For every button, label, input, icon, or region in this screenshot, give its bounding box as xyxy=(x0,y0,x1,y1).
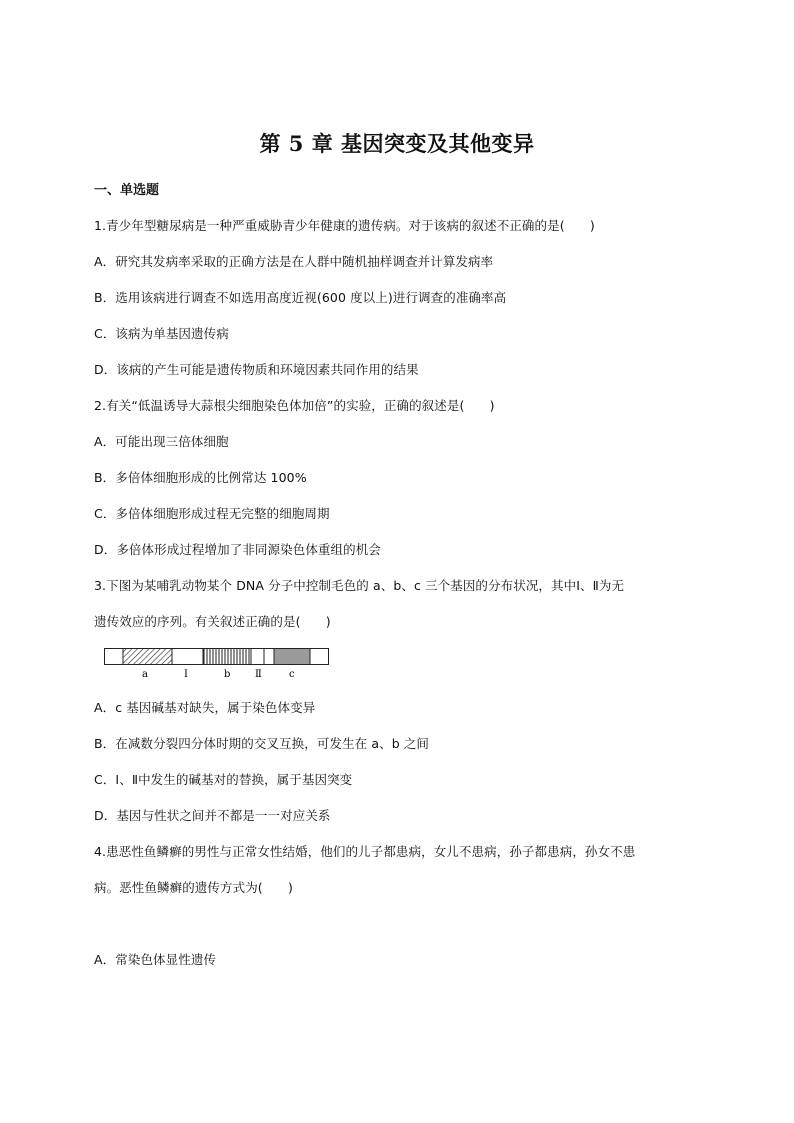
gene-a-segment xyxy=(123,649,172,665)
question-3-option-c: C．Ⅰ、Ⅱ中发生的碱基对的替换，属于基因突变 xyxy=(94,772,353,787)
question-2-option-b: B．多倍体细胞形成的比例常达 100% xyxy=(94,470,307,485)
question-3-stem-line-2: 遗传效应的序列。有关叙述正确的是( ) xyxy=(94,614,331,629)
page-title: 第 5 章 基因突变及其他变异 xyxy=(259,131,535,156)
question-1-option-c: C．该病为单基因遗传病 xyxy=(94,326,229,341)
question-3-option-a: A．c 基因碱基对缺失，属于染色体变异 xyxy=(94,700,316,715)
question-4-stem-line-2: 病。恶性鱼鳞癣的遗传方式为( ) xyxy=(94,880,293,895)
question-3-option-b: B．在减数分裂四分体时期的交叉互换，可发生在 a、b 之间 xyxy=(94,736,430,751)
label-c: c xyxy=(289,669,295,680)
gene-b-segment xyxy=(203,649,251,665)
label-sequence-2: Ⅱ xyxy=(255,669,262,680)
dna-gene-diagram xyxy=(104,648,334,682)
question-1-option-d: D．该病的产生可能是遗传物质和环境因素共同作用的结果 xyxy=(94,362,419,377)
question-2-option-c: C．多倍体细胞形成过程无完整的细胞周期 xyxy=(94,506,330,521)
section-heading: 一、单选题 xyxy=(94,183,160,198)
question-1-stem: 1.青少年型糖尿病是一种严重威胁青少年健康的遗传病。对于该病的叙述不正确的是( ) xyxy=(94,218,595,233)
question-1-option-a: A．研究其发病率采取的正确方法是在人群中随机抽样调查并计算发病率 xyxy=(94,254,494,269)
question-3-stem-line-1: 3.下图为某哺乳动物某个 DNA 分子中控制毛色的 a、b、c 三个基因的分布状况，其中Ⅰ、Ⅱ为无 xyxy=(94,578,625,593)
label-a: a xyxy=(142,669,148,680)
label-b: b xyxy=(224,669,231,680)
label-sequence-1: Ⅰ xyxy=(184,669,188,680)
question-2-option-a: A．可能出现三倍体细胞 xyxy=(94,434,229,449)
question-4-option-a: A．常染色体显性遗传 xyxy=(94,952,217,967)
question-3-option-d: D．基因与性状之间并不都是一一对应关系 xyxy=(94,808,331,823)
gene-c-segment xyxy=(274,649,310,665)
question-4-stem-line-1: 4.患恶性鱼鳞癣的男性与正常女性结婚，他们的儿子都患病，女儿不患病，孙子都患病，孙女不患 xyxy=(94,844,636,859)
question-2-option-d: D．多倍体形成过程增加了非同源染色体重组的机会 xyxy=(94,542,381,557)
question-1-option-b: B．选用该病进行调查不如选用高度近视(600 度以上)进行调查的准确率高 xyxy=(94,290,507,305)
question-2-stem: 2.有关“低温诱导大蒜根尖细胞染色体加倍”的实验，正确的叙述是( ) xyxy=(94,398,495,413)
